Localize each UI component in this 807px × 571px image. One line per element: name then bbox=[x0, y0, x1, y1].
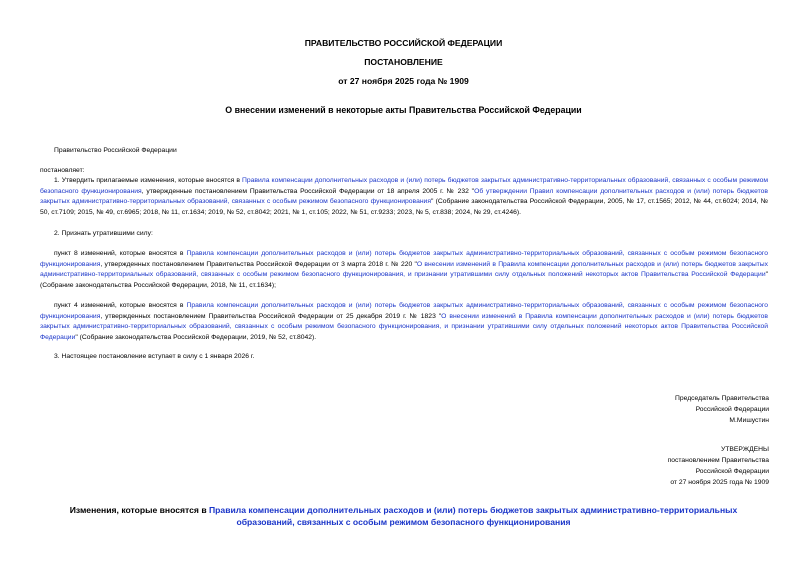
signature-title: Председатель Правительства bbox=[675, 395, 769, 402]
paragraph-2b-pre: пункт 4 изменений, которые вносятся в bbox=[54, 302, 187, 309]
appendix-rules-link[interactable]: Правила компенсации дополнительных расходов и (или) потерь бюджетов закрытых административно-территориальных образований, связанных с особым режимом безопасного функционирования bbox=[209, 505, 738, 527]
document-type: ПОСТАНОВЛЕНИЕ bbox=[364, 57, 443, 67]
paragraph-2: 2. Признать утратившими силу: bbox=[54, 230, 153, 237]
paragraph-2b bbox=[40, 301, 768, 343]
decree-1823-link[interactable]: О внесении изменений в Правила компенсации дополнительных расходов и (или) потерь бюджетов закрытых административно-территориальных образований, связанных с особым режимом безопасного функционирования, и признании утратившими силу отдельных положений некоторых актов Правительства Российской Федерации bbox=[40, 312, 768, 341]
paragraph-2a-mid: , утвержденных постановлением Правительства Российской Федерации от 3 марта 2018 г. № 220 " bbox=[100, 260, 417, 268]
decree-220-link[interactable]: О внесении изменений в Правила компенсации дополнительных расходов и (или) потерь бюджетов закрытых административно-территориальных образований, связанных с особым режимом безопасного функционирования, и признании утратившими силу отдельных положений некоторых актов Правительства Российской Федерации bbox=[40, 260, 768, 278]
paragraph-2a-post: " (Собрание законодательства Российской Федерации, 2018, № 11, ст.1634); bbox=[40, 271, 768, 289]
rules-link[interactable]: Правила компенсации дополнительных расходов и (или) потерь бюджетов закрытых административно-территориальных образований, связанных с особым режимом безопасного функционирования bbox=[40, 177, 768, 195]
signature-name: М.Мишустин bbox=[729, 417, 769, 424]
rules-link[interactable]: Правила компенсации дополнительных расходов и (или) потерь бюджетов закрытых административно-территориальных образований, связанных с особым режимом безопасного функционирования bbox=[40, 250, 768, 268]
paragraph-2b-mid: , утвержденных постановлением Правительства Российской Федерации от 25 декабря 2019 г. № 1823 " bbox=[100, 312, 442, 320]
paragraph-1-post: " (Собрание законодательства Российской Федерации, 2005, № 17, ст.1565; 2012, № 44, ст.6024; 2014, № 50, ст.7109; 2015, № 49, ст.6965; 2018, № 11, ст.1634; 2019, № 52, ст.8042; 2021, № 1, ст.105; 2022, № 51, ст.9233; 2023, № 5, ст.838; 2024, № 29, ст.4246). bbox=[40, 198, 768, 216]
approval-date: от 27 ноября 2025 года № 1909 bbox=[670, 479, 769, 486]
approval-org: Российской Федерации bbox=[695, 468, 769, 475]
decrees-line: постановляет: bbox=[40, 167, 85, 174]
document-date-number: от 27 ноября 2025 года № 1909 bbox=[338, 76, 469, 86]
document-title: О внесении изменений в некоторые акты Правительства Российской Федерации bbox=[225, 105, 582, 115]
government-line: Правительство Российской Федерации bbox=[54, 147, 177, 154]
approval-by: постановлением Правительства bbox=[667, 457, 769, 464]
signature-block bbox=[509, 393, 769, 426]
paragraph-2a-pre: пункт 8 изменений, которые вносятся в bbox=[54, 250, 187, 257]
paragraph-1 bbox=[40, 176, 768, 218]
paragraph-2b-post: " (Собрание законодательства Российской Федерации, 2019, № 52, ст.8042). bbox=[75, 333, 317, 341]
paragraph-1-pre: 1. Утвердить прилагаемые изменения, которые вносятся в bbox=[54, 177, 243, 184]
approval-block bbox=[509, 444, 769, 488]
paragraph-2a bbox=[40, 249, 768, 291]
appendix-title bbox=[50, 505, 757, 528]
signature-org: Российской Федерации bbox=[695, 406, 769, 413]
government-heading: ПРАВИТЕЛЬСТВО РОССИЙСКОЙ ФЕДЕРАЦИИ bbox=[304, 38, 503, 48]
approval-heading: УТВЕРЖДЕНЫ bbox=[721, 446, 769, 453]
appendix-title-pre: Изменения, которые вносятся в bbox=[69, 505, 209, 515]
paragraph-1-mid: , утвержденные постановлением Правительства Российской Федерации от 18 апреля 2005 г. № 232 " bbox=[141, 187, 475, 195]
paragraph-3: 3. Настоящее постановление вступает в силу с 1 января 2026 г. bbox=[54, 353, 255, 360]
rules-link[interactable]: Правила компенсации дополнительных расходов и (или) потерь бюджетов закрытых административно-территориальных образований, связанных с особым режимом безопасного функционирования bbox=[40, 302, 768, 320]
decree-232-link[interactable]: Об утверждении Правил компенсации дополнительных расходов и (или) потерь бюджетов закрытых административно-территориальных образований, связанных с особым режимом безопасного функционирования bbox=[40, 187, 768, 205]
